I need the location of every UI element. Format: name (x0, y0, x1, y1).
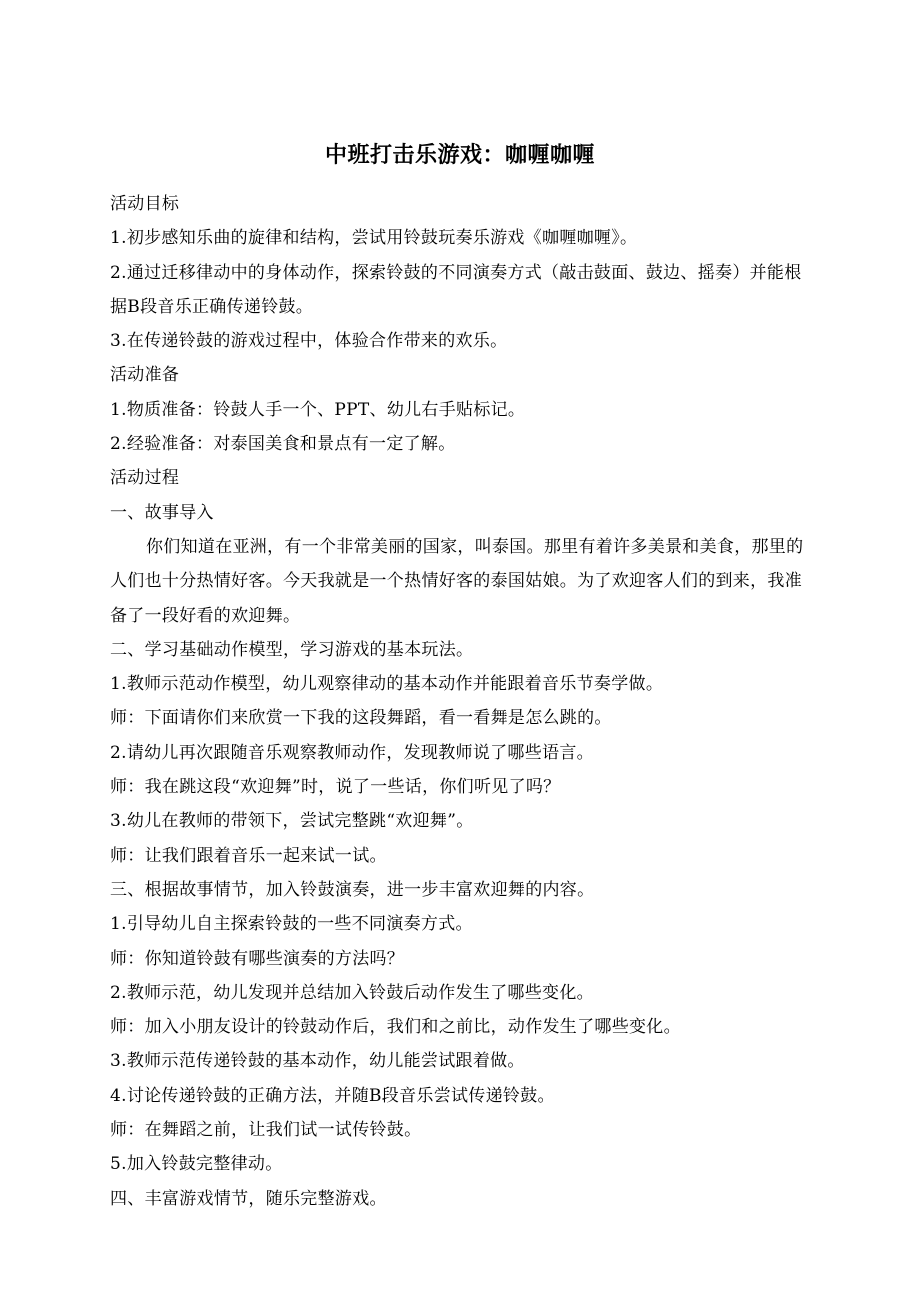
section-heading-process: 活动过程 (110, 468, 180, 489)
process-step-4-heading: 四、丰富游戏情节，随乐完整游戏。 (110, 1188, 387, 1209)
document-title: 中班打击乐游戏：咖喱咖喱 (324, 143, 595, 168)
section-heading-preparation: 活动准备 (110, 365, 180, 386)
teacher-line: 师：在舞蹈之前，让我们试一试传铃鼓。 (110, 1120, 422, 1141)
preparation-item-1: 1.物质准备：铃鼓人手一个、PPT、幼儿右手贴标记。 (110, 399, 526, 420)
process-step-2-heading: 二、学习基础动作模型，学习游戏的基本玩法。 (110, 639, 474, 660)
step-2-item-2: 2.请幼儿再次跟随音乐观察教师动作，发现教师说了哪些语言。 (110, 742, 594, 763)
step-3-item-5: 5.加入铃鼓完整律动。 (110, 1154, 283, 1175)
teacher-line: 师：让我们跟着音乐一起来试一试。 (110, 845, 387, 866)
step-2-item-1: 1.教师示范动作模型，幼儿观察律动的基本动作并能跟着音乐节奏学做。 (110, 674, 664, 695)
section-heading-goals: 活动目标 (110, 194, 180, 214)
step-2-item-3: 3.幼儿在教师的带领下，尝试完整跳“欢迎舞”。 (110, 811, 474, 832)
preparation-item-2: 2.经验准备：对泰国美食和景点有一定了解。 (110, 434, 456, 455)
goal-item-1: 1.初步感知乐曲的旋律和结构，尝试用铃鼓玩奏乐游戏《咖喱咖喱》。 (110, 228, 638, 249)
step-3-item-4: 4.讨论传递铃鼓的正确方法，并随B段音乐尝试传递铃鼓。 (110, 1085, 555, 1106)
process-step-3-heading: 三、根据故事情节，加入铃鼓演奏，进一步丰富欢迎舞的内容。 (110, 879, 595, 900)
teacher-line: 师：你知道铃鼓有哪些演奏的方法吗？ (110, 948, 405, 969)
goal-item-3: 3.在传递铃鼓的游戏过程中，体验合作带来的欢乐。 (110, 331, 508, 352)
process-step-1-heading: 一、故事导入 (110, 502, 214, 523)
story-paragraph: 你们知道在亚洲，有一个非常美丽的国家，叫泰国。那里有着许多美景和美食，那里的人们也十分热情好客。今天我就是一个热情好客的泰国姑娘。为了欢迎客人们的到来，我准备了一段好看的欢迎舞。 (110, 536, 804, 626)
step-3-item-1: 1.引导幼儿自主探索铃鼓的一些不同演奏方式。 (110, 914, 473, 935)
teacher-line: 师：下面请你们来欣赏一下我的这段舞蹈，看一看舞是怎么跳的。 (110, 708, 612, 729)
document-body (110, 187, 810, 1216)
step-3-item-2: 2.教师示范，幼儿发现并总结加入铃鼓后动作发生了哪些变化。 (110, 982, 594, 1003)
teacher-line: 师：我在跳这段“欢迎舞”时，说了一些话，你们听见了吗？ (110, 777, 561, 798)
teacher-line: 师：加入小朋友设计的铃鼓动作后，我们和之前比，动作发生了哪些变化。 (110, 1017, 681, 1038)
goal-item-2: 2.通过迁移律动中的身体动作，探索铃鼓的不同演奏方式（敲击鼓面、鼓边、摇奏）并能根据B段音乐正确传递铃鼓。 (110, 262, 802, 317)
step-3-item-3: 3.教师示范传递铃鼓的基本动作，幼儿能尝试跟着做。 (110, 1051, 525, 1072)
